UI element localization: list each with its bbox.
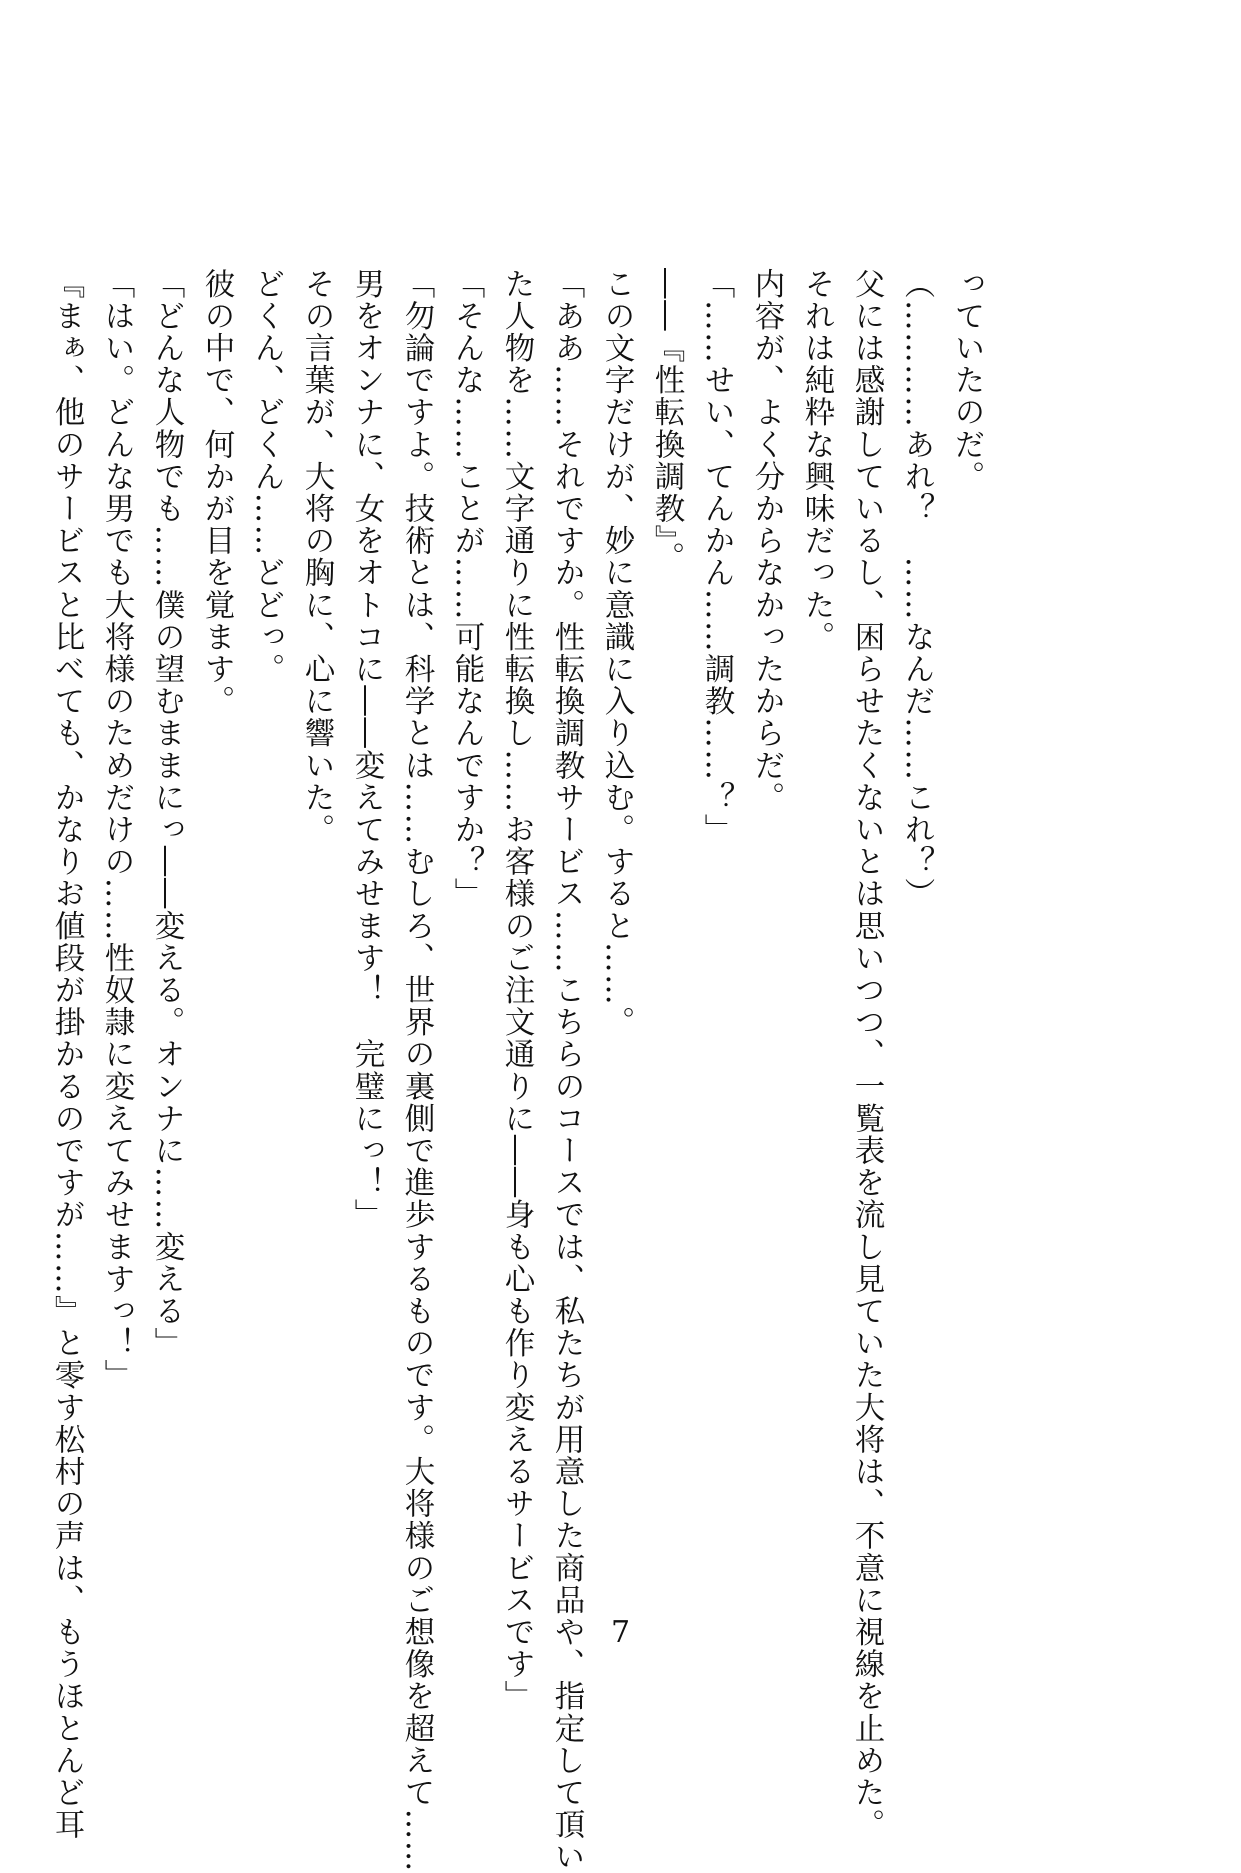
text-line: た人物を……文字通りに性転換し……お客様のご注文通りに――身も心も作り変えるサービスです」 xyxy=(499,268,534,1713)
text-line: （…………あれ？ ……なんだ……これ？） xyxy=(899,268,934,910)
text-line: 「ああ……それですか。性転換調教サービス……こちらのコースでは、私たちが用意した商品や、指定して頂い xyxy=(549,268,584,1873)
text-line: 彼の中で、何かが目を覚ます。 xyxy=(199,268,234,718)
text-line: どくん、どくん……どどっ。 xyxy=(249,268,284,686)
text-line: 「どんな人物でも……僕の望むままにっ――変える。オンナに……変える」 xyxy=(149,268,184,1360)
text-line: 『まぁ、他のサービスと比べても、かなりお値段が掛かるのですが……』と零す松村の声は、もうほとんど耳 xyxy=(49,268,84,1841)
text-line: 父には感謝しているし、困らせたくないとは思いつつ、一覧表を流し見ていた大将は、不意に視線を止めた。 xyxy=(849,268,884,1841)
text-line: それは純粋な興味だった。 xyxy=(799,268,834,654)
text-line: この文字だけが、妙に意識に入り込む。すると……。 xyxy=(599,268,634,1039)
vertical-text-body xyxy=(41,268,991,1873)
text-line: 内容が、よく分からなかったからだ。 xyxy=(749,268,784,814)
text-line: 「そんな……ことが……可能なんですか？」 xyxy=(449,268,484,910)
text-line: その言葉が、大将の胸に、心に響いた。 xyxy=(299,268,334,846)
text-line: 「……せい、てんかん……調教……？」 xyxy=(699,268,734,846)
text-line: 「はい。どんな男でも大将様のためだけの……性奴隷に変えてみせますっ！」 xyxy=(99,268,134,1392)
text-line: 「勿論ですよ。技術とは、科学とは……むしろ、世界の裏側で進歩するものです。大将様のご想像を超えて…… xyxy=(399,268,434,1873)
text-line: っていたのだ。 xyxy=(949,268,984,493)
text-line: 男をオンナに、女をオトコに――変えてみせます！ 完璧にっ！」 xyxy=(349,268,384,1231)
page-number: 7 xyxy=(610,1615,631,1650)
text-line: ――『性転換調教』。 xyxy=(649,268,684,574)
